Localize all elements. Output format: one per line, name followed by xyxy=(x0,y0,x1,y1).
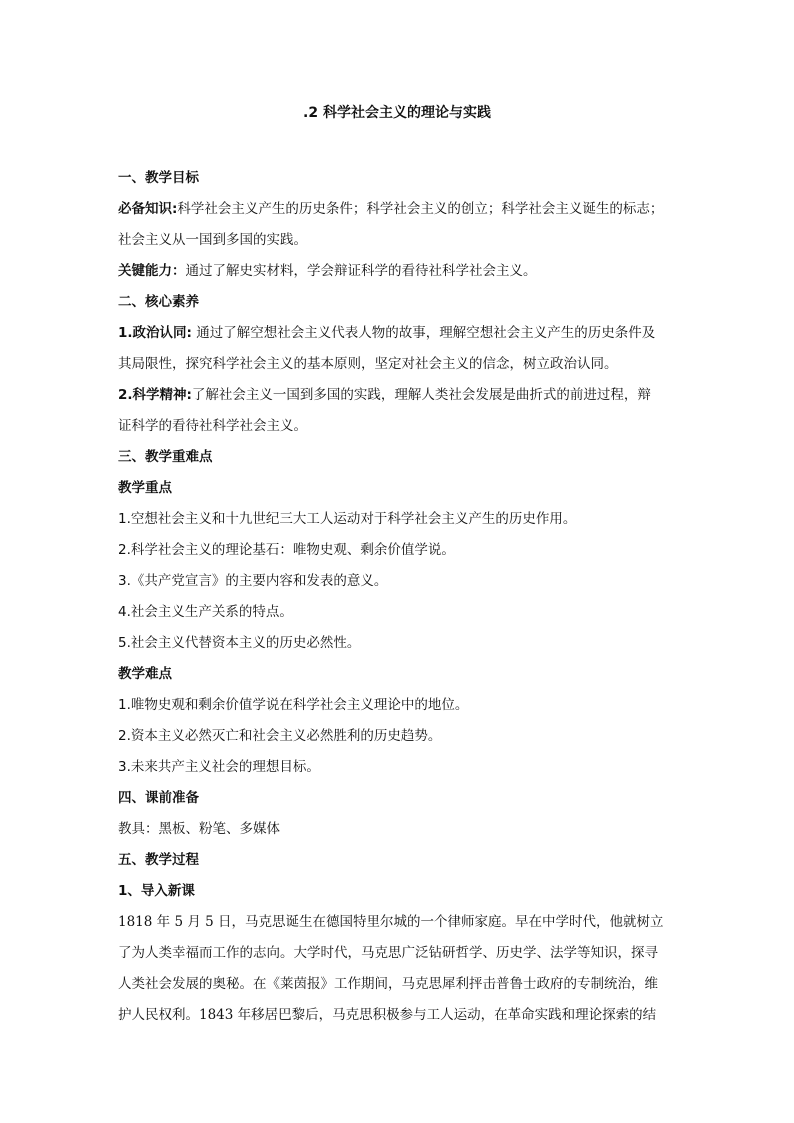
key-point-item: 3.《共产党宣言》的主要内容和发表的意义。 xyxy=(118,573,388,589)
knowledge-text-1: 科学社会主义产生的历史条件；科学社会主义的创立；科学社会主义诞生的标志； xyxy=(177,201,664,217)
subheading-difficult-points: 教学难点 xyxy=(118,666,172,682)
literacy2-line-1 xyxy=(118,380,678,411)
literacy1-line-2: 其局限性，探究科学社会主义的基本原则，坚定对社会主义的信念，树立政治认同。 xyxy=(118,356,618,372)
section-heading-process: 五、教学过程 xyxy=(118,852,199,868)
section-heading-key-difficult: 三、教学重难点 xyxy=(118,449,213,465)
literacy1-text-1: 通过了解空想社会主义代表人物的故事，理解空想社会主义产生的历史条件及 xyxy=(191,325,656,341)
difficult-point-item: 2.资本主义必然灭亡和社会主义必然胜利的历史趋势。 xyxy=(118,728,442,744)
story-line: 人类社会发展的奥秘。在《莱茵报》工作期间，马克思犀利抨击普鲁士政府的专制统治，维 xyxy=(118,976,658,992)
difficult-point-item: 1.唯物史观和剩余价值学说在科学社会主义理论中的地位。 xyxy=(118,697,469,713)
knowledge-label: 必备知识: xyxy=(118,201,178,217)
subheading-key-points: 教学重点 xyxy=(118,480,172,496)
document-title: .2 科学社会主义的理论与实践 xyxy=(303,105,491,121)
ability-text: 通过了解史实材料，学会辩证科学的看待社科学社会主义。 xyxy=(185,263,537,279)
section-heading-core-literacy: 二、核心素养 xyxy=(118,294,199,310)
knowledge-line-2: 社会主义从一国到多国的实践。 xyxy=(118,232,307,248)
literacy1-label: 1.政治认同: xyxy=(118,325,192,341)
key-point-item: 1.空想社会主义和十九世纪三大工人运动对于科学社会主义产生的历史作用。 xyxy=(118,511,577,527)
story-line: 护人民权利。1843 年移居巴黎后，马克思积极参与工人运动，在革命实践和理论探索的结 xyxy=(118,1007,657,1023)
tools-line: 教具：黑板、粉笔、多媒体 xyxy=(118,821,280,837)
story-line: 1818 年 5 月 5 日，马克思诞生在德国特里尔城的一个律师家庭。早在中学时代，他就树立 xyxy=(118,914,664,930)
document-body xyxy=(118,163,678,1031)
literacy2-label: 2.科学精神: xyxy=(118,387,192,403)
subheading-intro: 1、导入新课 xyxy=(118,883,195,899)
knowledge-line-1 xyxy=(118,194,678,225)
key-point-item: 5.社会主义代替资本主义的历史必然性。 xyxy=(118,635,361,651)
key-point-item: 2.科学社会主义的理论基石：唯物史观、剩余价值学说。 xyxy=(118,542,455,558)
intro-story xyxy=(118,907,678,1031)
key-point-item: 4.社会主义生产关系的特点。 xyxy=(118,604,293,620)
literacy2-line-2: 证科学的看待社科学社会主义。 xyxy=(118,418,307,434)
ability-label: 关键能力： xyxy=(118,263,186,279)
literacy2-text-1: 了解社会主义一国到多国的实践，理解人类社会发展是曲折式的前进过程，辩 xyxy=(191,387,651,403)
section-heading-teaching-goals: 一、教学目标 xyxy=(118,170,199,186)
story-line: 了为人类幸福而工作的志向。大学时代，马克思广泛钻研哲学、历史学、法学等知识，探寻 xyxy=(118,945,658,961)
literacy1-line-1 xyxy=(118,318,678,349)
section-heading-preparation: 四、课前准备 xyxy=(118,790,199,806)
difficult-point-item: 3.未来共产主义社会的理想目标。 xyxy=(118,759,320,775)
ability-line xyxy=(118,256,678,287)
